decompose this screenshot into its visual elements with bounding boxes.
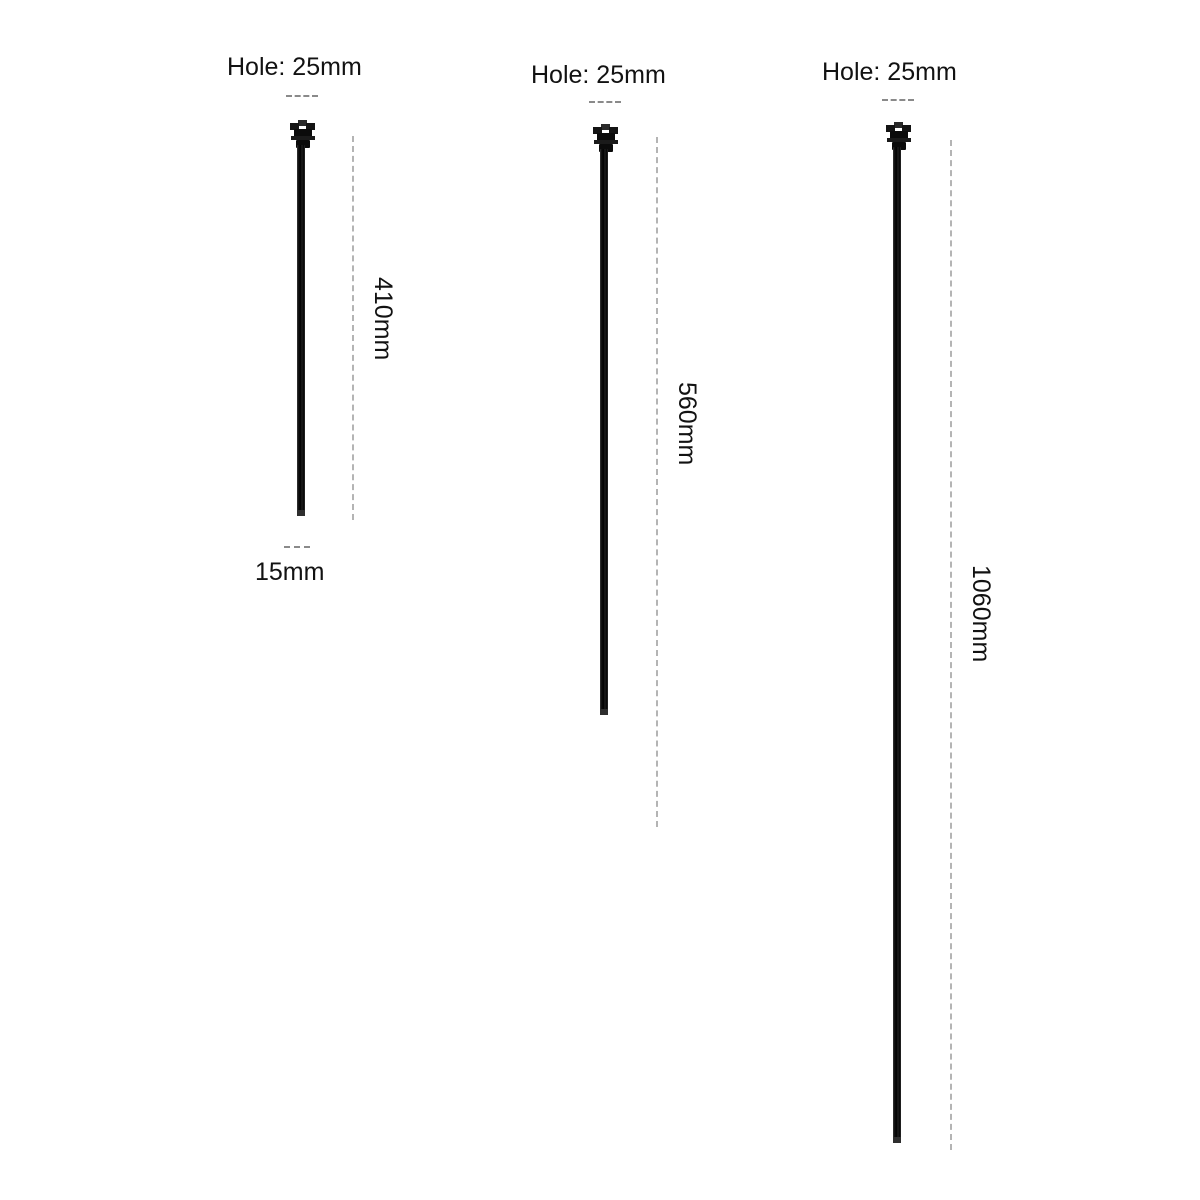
dimension-line-410 [352,136,354,520]
hole-width-tick-410 [286,95,318,97]
pole-body-1060 [893,147,901,1142]
hole-label-1060: Hole: 25mm [822,58,957,86]
hole-width-tick-560 [589,101,621,103]
pole-body-410 [297,145,305,515]
pole-body-560 [600,149,608,714]
pole-tip-560 [600,709,608,715]
length-label-410: 410mm [369,277,397,361]
length-label-560: 560mm [673,382,701,466]
hole-label-560: Hole: 25mm [531,61,666,89]
dimension-line-560 [656,137,658,827]
hole-width-tick-1060 [882,99,914,101]
hole-label-410: Hole: 25mm [227,53,362,81]
length-label-1060: 1060mm [967,565,995,663]
pole-tip-1060 [893,1137,901,1143]
diameter-label-410: 15mm [255,558,325,586]
diameter-tick-410 [284,546,310,548]
dimension-line-1060 [950,140,952,1150]
pole-tip-410 [297,510,305,516]
